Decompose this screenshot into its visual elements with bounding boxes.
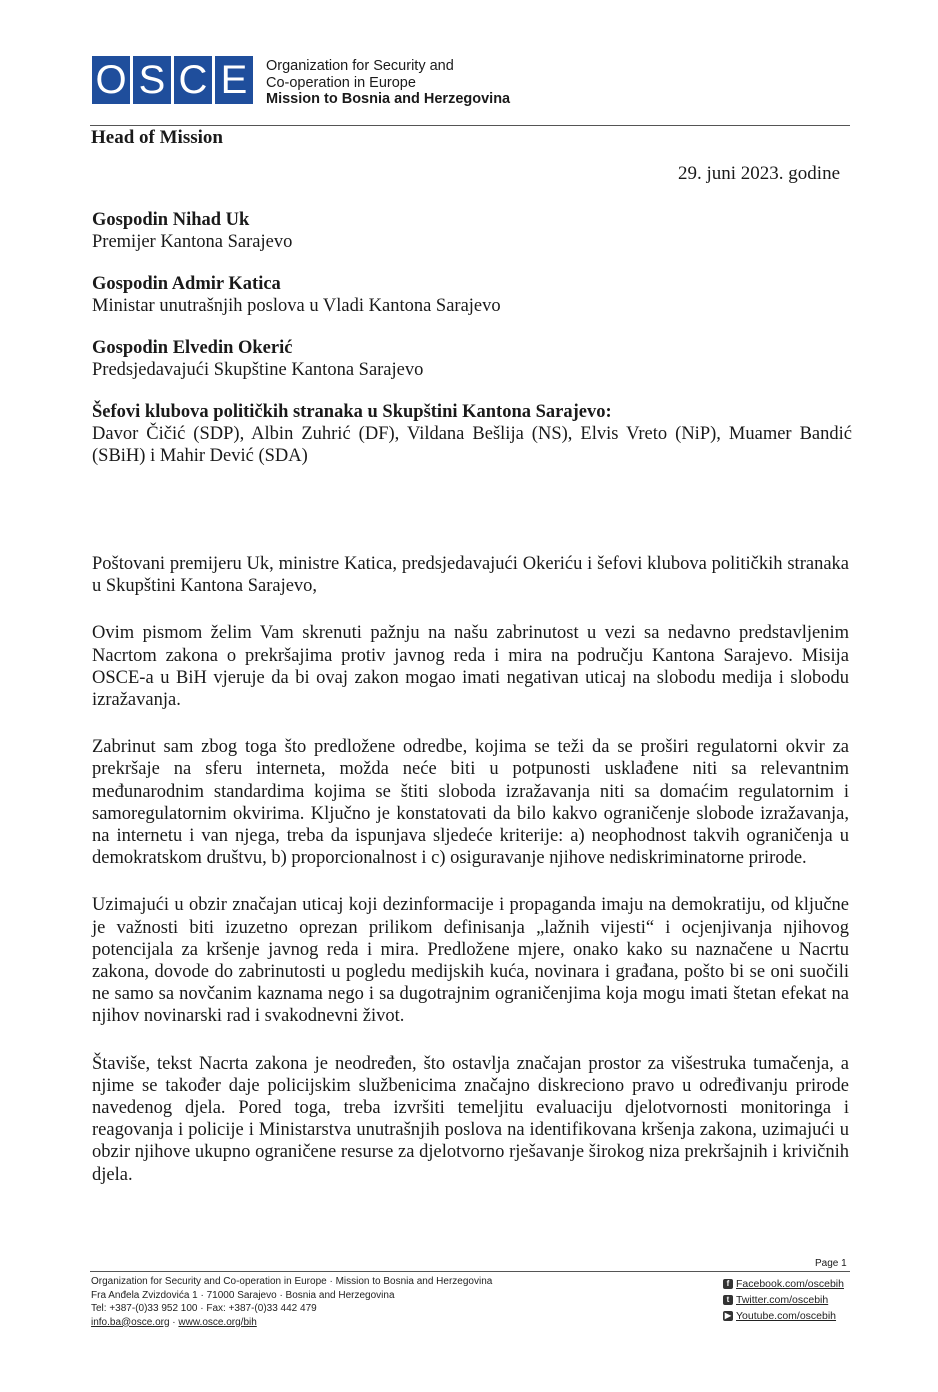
- footer-phone: Tel: +387-(0)33 952 100 · Fax: +387-(0)33 442 479: [91, 1303, 317, 1314]
- logo-letter-s: S: [133, 56, 171, 104]
- logo-letter-c: C: [174, 56, 212, 104]
- facebook-link[interactable]: [723, 1276, 844, 1292]
- twitter-link[interactable]: [723, 1292, 844, 1308]
- recipient-name: Gospodin Nihad Uk: [92, 210, 250, 230]
- footer-org: Organization for Security and Co-operation in Europe · Mission to Bosnia and Herzegovina: [91, 1276, 493, 1287]
- recipient-title: Ministar unutrašnjih poslova u Vladi Kantona Sarajevo: [92, 296, 501, 316]
- twitter-label[interactable]: Twitter.com/oscebih: [736, 1294, 829, 1306]
- recipient-title: Premijer Kantona Sarajevo: [92, 232, 293, 252]
- recipient-name: Gospodin Elvedin Okerić: [92, 338, 293, 358]
- osce-logo: [92, 56, 253, 104]
- footer-street: Fra Anđela Zvizdovića 1 · 71000 Sarajevo · Bosnia and Herzegovina: [91, 1289, 395, 1301]
- org-line-3: Mission to Bosnia and Herzegovina: [266, 91, 511, 107]
- youtube-label[interactable]: Youtube.com/oscebih: [736, 1310, 837, 1322]
- logo-letter-o: O: [92, 56, 130, 104]
- recipient-title: Predsjedavajući Skupštine Kantona Sarajevo: [92, 360, 424, 380]
- twitter-icon: t: [723, 1295, 733, 1305]
- facebook-icon: f: [723, 1279, 733, 1289]
- head-of-mission: Head of Mission: [91, 127, 223, 148]
- youtube-link[interactable]: [723, 1308, 844, 1324]
- recipient: [92, 273, 852, 317]
- facebook-label[interactable]: Facebook.com/oscebih: [736, 1278, 844, 1290]
- body-paragraph: Uzimajući u obzir značajan uticaj koji dezinformacije i propaganda imaju na demokratiju, od ključne je važnosti biti izuzetno oprezan prilikom definisanja „lažnih vijesti“ i ocjenjivanja njihovog potencijala za kršenje javnog reda i mira. Predložene mjere, onako kako su naznačene u Nacrtu zakona, dovode do zabrinutosti u pogledu medijskih kuća, novinara i građana, pošto bi se oni suočili ne samo sa novčanim kaznama nego i sa dugotrajnim ograničenjima koja mogu imati štetan efekat na njihov novinarski rad i svakodnevni život.: [92, 895, 849, 1027]
- footer-divider: [90, 1271, 850, 1272]
- recipient-name: Gospodin Admir Katica: [92, 274, 281, 294]
- footer-address: [91, 1275, 492, 1329]
- youtube-icon: ▶: [724, 1311, 732, 1320]
- footer-contacts: [91, 1316, 492, 1330]
- clubs-heading: Šefovi klubova političkih stranaka u Skupštini Kantona Sarajevo:: [92, 402, 612, 422]
- page-number: Page 1: [815, 1258, 847, 1269]
- footer-separator: ·: [169, 1316, 179, 1328]
- recipients: [92, 209, 852, 467]
- social-links: [723, 1276, 844, 1324]
- org-line-1: Organization for Security and: [266, 58, 454, 74]
- website-link[interactable]: www.osce.org/bih: [178, 1316, 257, 1328]
- body-paragraph: Poštovani premijeru Uk, ministre Katica, predsjedavajući Okeriću i šefovi klubova političkih stranaka u Skupštini Kantona Sarajevo,: [92, 554, 849, 597]
- body-paragraph: Ovim pismom želim Vam skrenuti pažnju na našu zabrinutost u vezi sa nedavno predstavljenim Nacrtom zakona o prekršajima protiv javnog reda i mira na području Kantona Sarajevo. Misija OSCE-a u BiH vjeruje da bi ovaj zakon mogao imati negativan uticaj na slobodu medija i slobodu izražavanja.: [92, 623, 849, 711]
- recipient: [92, 337, 852, 381]
- body-paragraph: Štaviše, tekst Nacrta zakona je neodređen, što ostavlja značajan prostor za višestruka tumačenja, a njime se također daje policijskim službenicima značajno diskreciono pravo u određivanju prirode navedenog djela. Pored toga, treba izvršiti temeljitu evaluaciju djelotvornosti monitoringa i reagovanja i policije i Ministarstva unutrašnjih poslova na identifikovana kršenja zakona, uzimajući u obzir njihove ukupno ograničene resurse za djelotvorno rješavanje širokog niza prekršajnih i krivičnih djela.: [92, 1053, 849, 1185]
- party-club-heads: [92, 401, 852, 467]
- organization-name: [266, 58, 510, 108]
- body-paragraph: Zabrinut sam zbog toga što predložene odredbe, kojima se teži da se proširi regulatorni okvir za prekršaje na sferu interneta, možda neće biti u potpunosti usklađene niti sa relevantnim međunarodnim standardima kojima se štiti sloboda izražavanja niti sa domaćim regulatornim i samoregulatornim okvirima. Ključno je konstatovati da bilo kakvo ograničenje slobode izražavanja, na internetu i van njega, treba da ispunjava sljedeće kriterije: a) neophodnost takvih ograničenja u demokratskom društvu, b) proporcionalnost i c) osiguravanje njihove nediskriminatorne prirode.: [92, 737, 849, 869]
- clubs-members: Davor Čičić (SDP), Albin Zuhrić (DF), Vildana Bešlija (NS), Elvis Vreto (NiP), Muamer Bandić (SBiH) i Mahir Dević (SDA): [92, 424, 852, 466]
- letter-body: [92, 553, 849, 1211]
- letter-date: 29. juni 2023. godine: [678, 163, 841, 184]
- header-divider: [90, 125, 850, 126]
- email-link[interactable]: info.ba@osce.org: [91, 1316, 170, 1328]
- logo-letter-e: E: [215, 56, 253, 104]
- org-line-2: Co-operation in Europe: [266, 74, 416, 91]
- recipient: [92, 209, 852, 253]
